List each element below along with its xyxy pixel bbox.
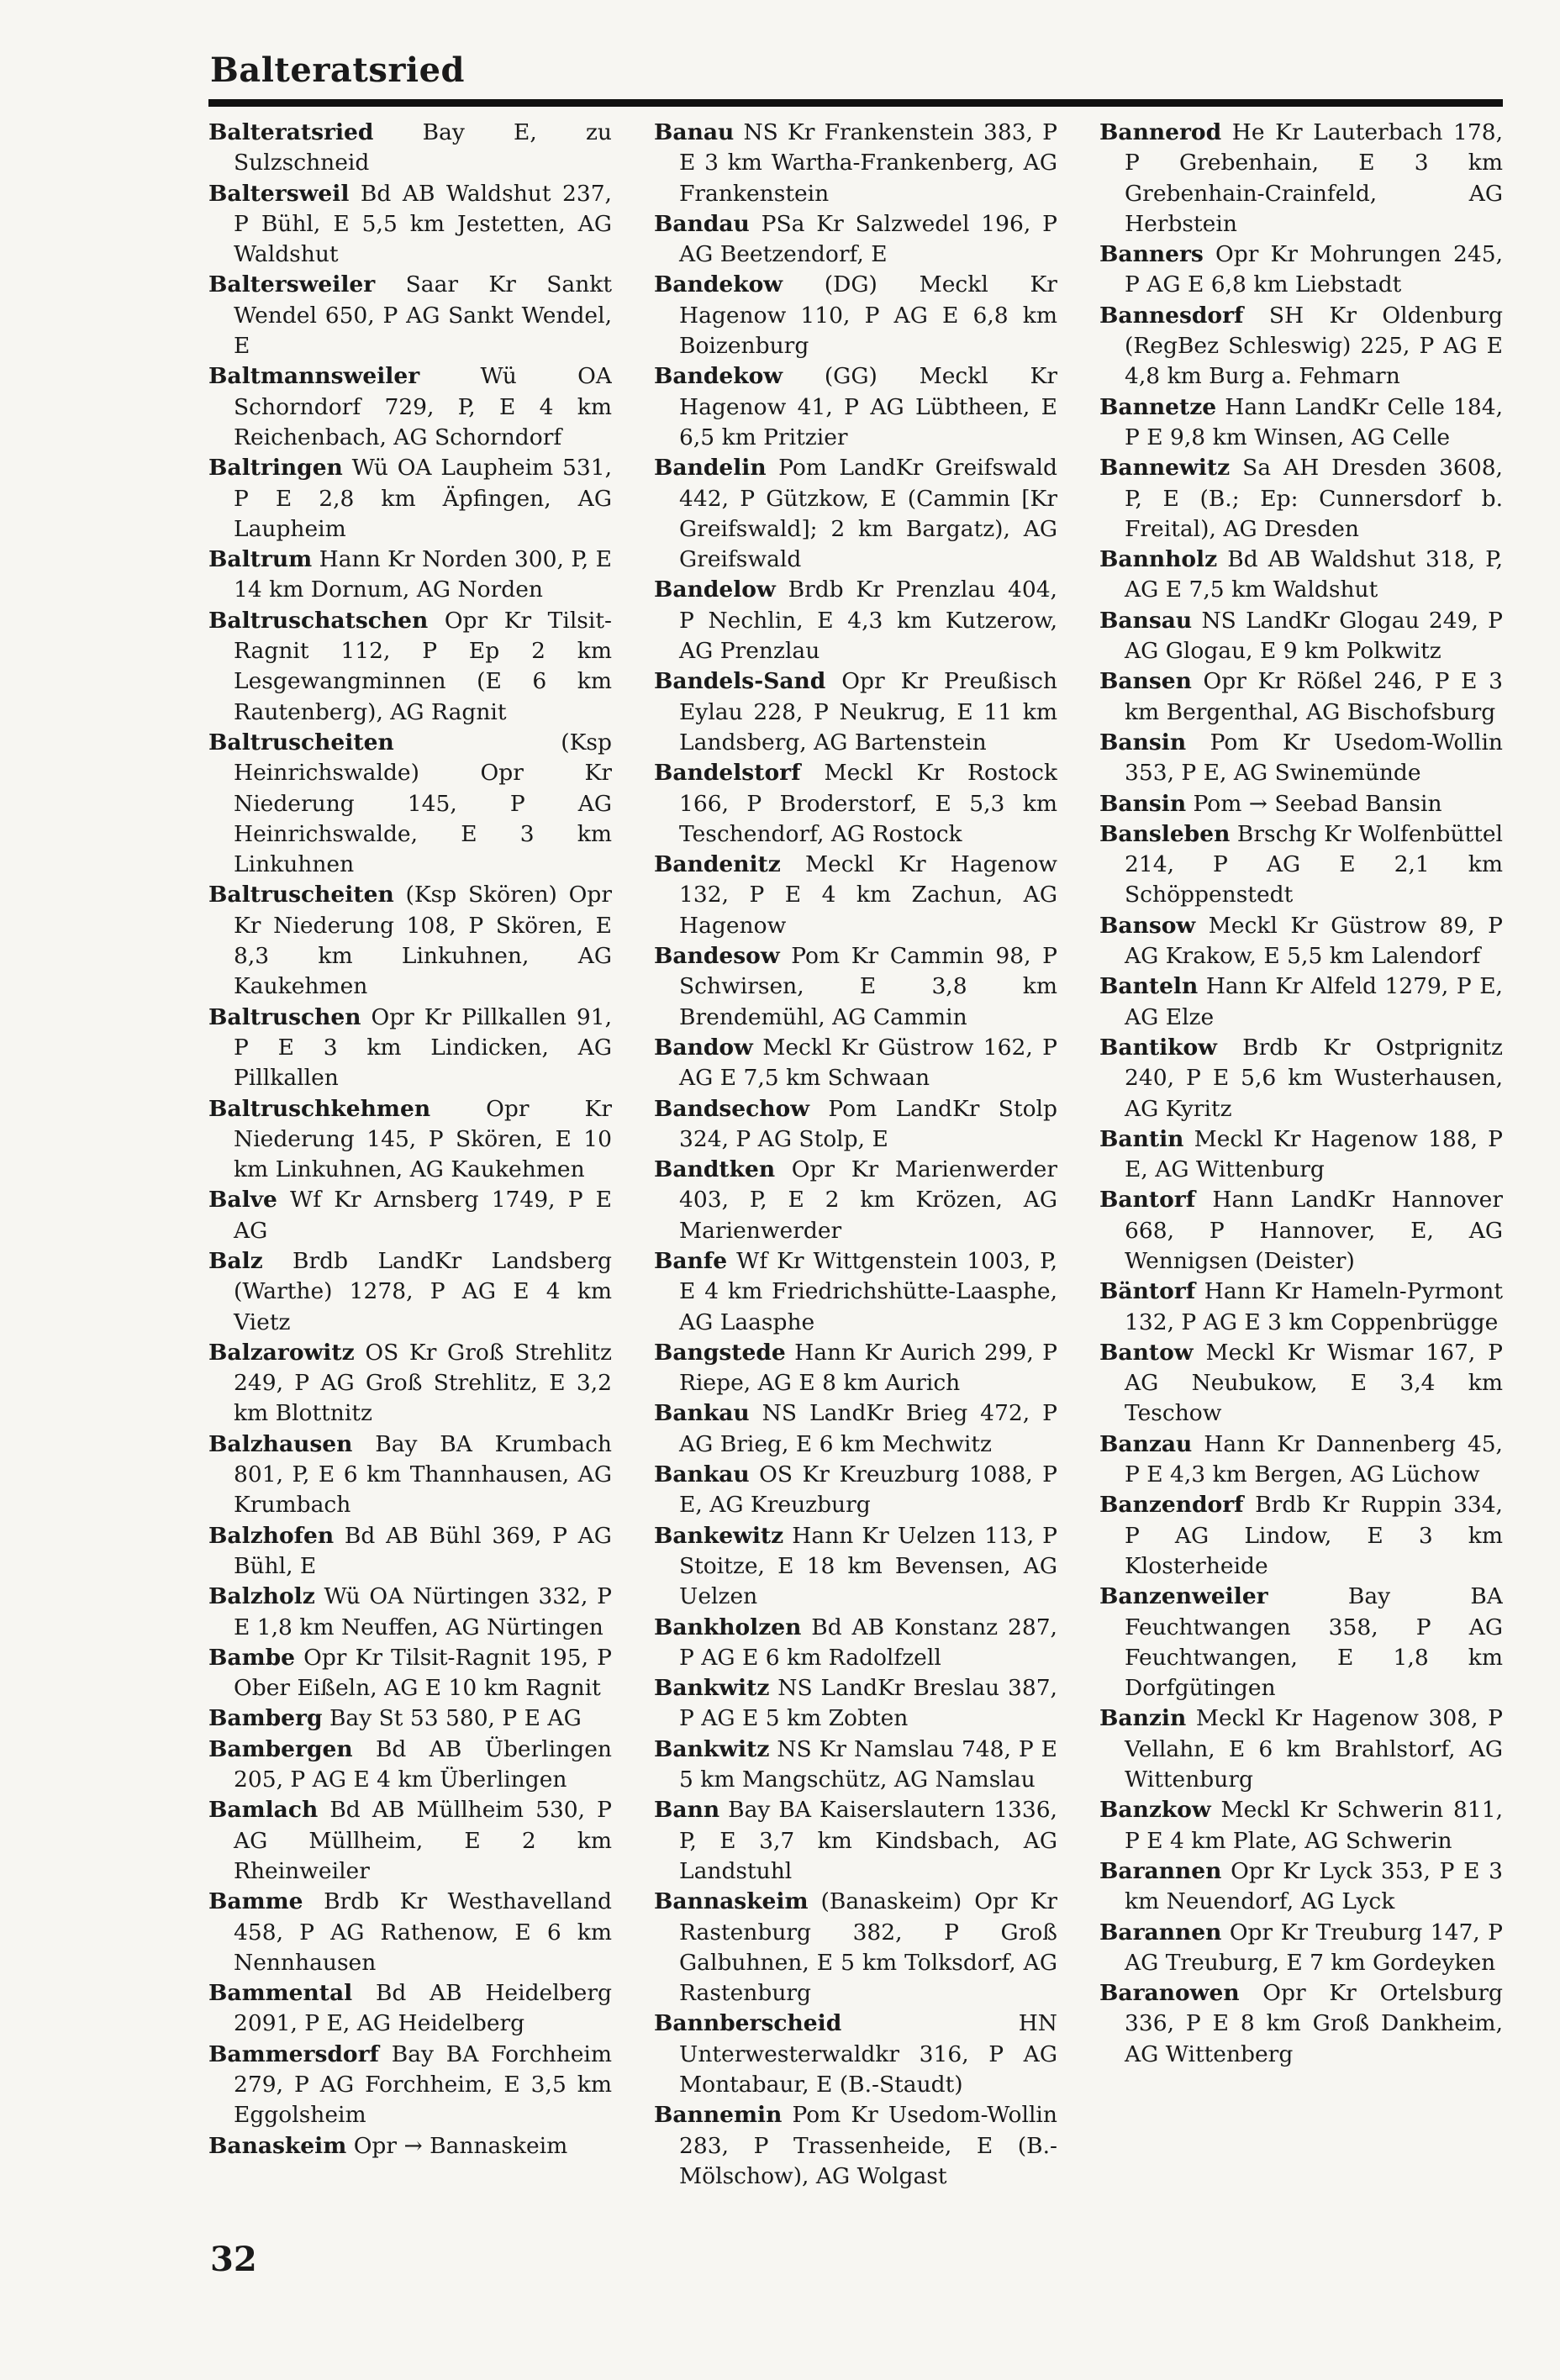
gazetteer-entry <box>654 1521 1057 1613</box>
column-1 <box>208 118 612 2235</box>
entry-text: Opr Kr Niederung 145, P Skören, E 10 km Linkuhnen, AG Kaukehmen <box>234 1095 612 1183</box>
gazetteer-entry <box>1099 1033 1503 1124</box>
entry-text: Bay BA Krumbach 801, P, E 6 km Thannhausen, AG Krumbach <box>234 1430 612 1519</box>
entry-text: Hann Kr Alfeld 1279, P E, AG Elze <box>1125 973 1503 1030</box>
entry-text: OS Kr Groß Strehlitz 249, P AG Groß Strehlitz, E 3,2 km Blottnitz <box>234 1339 612 1427</box>
entry-headword: Bandow <box>654 1034 753 1061</box>
entry-text: He Kr Lauterbach 178, P Grebenhain, E 3 km Grebenhain-Crainfeld, AG Herbstein <box>1125 119 1503 237</box>
entry-text: NS LandKr Glogau 249, P AG Glogau, E 9 km Polkwitz <box>1125 607 1503 665</box>
entry-headword: Bandsechow <box>654 1095 810 1122</box>
gazetteer-entry <box>208 179 612 271</box>
entry-headword: Bantorf <box>1099 1187 1196 1214</box>
entry-text: (Banaskeim) Opr Kr Rastenburg 382, P Groß Galbuhnen, E 5 km Tolksdorf, AG Rastenburg <box>679 1888 1057 2007</box>
entry-headword: Bansau <box>1099 607 1193 634</box>
gazetteer-entry <box>1099 1856 1503 1918</box>
entry-text: Brdb Kr Prenzlau 404, P Nechlin, E 4,3 km Kutzerow, AG Prenzlau <box>679 577 1057 665</box>
gazetteer-entry <box>654 2009 1057 2100</box>
entry-headword: Bammersdorf <box>208 2040 379 2067</box>
gazetteer-entry <box>1099 1277 1503 1338</box>
gazetteer-entry <box>654 941 1057 1033</box>
entry-headword: Banau <box>654 119 735 145</box>
entry-text: Opr Kr Treuburg 147, P AG Treuburg, E 7 km Gordeyken <box>1125 1919 1503 1976</box>
entry-text: NS Kr Frankenstein 383, P E 3 km Wartha-Frankenberg, AG Frankenstein <box>679 119 1057 207</box>
entry-headword: Bantin <box>1099 1125 1184 1152</box>
gazetteer-entry <box>1099 1703 1503 1795</box>
entry-headword: Bambergen <box>208 1735 353 1762</box>
entry-headword: Bandau <box>654 210 750 237</box>
entry-text: Meckl Kr Wismar 167, P AG Neubukow, E 3,4 km Teschow <box>1125 1339 1503 1427</box>
entry-headword: Bannaskeim <box>654 1888 809 1915</box>
gazetteer-entry <box>208 361 612 453</box>
gazetteer-entry <box>654 1033 1057 1094</box>
gazetteer-entry <box>208 270 612 361</box>
gazetteer-entry <box>1099 1918 1503 1979</box>
gazetteer-entry <box>1099 789 1503 819</box>
entry-text: Bay E, zu Sulzschneid <box>234 119 612 176</box>
gazetteer-entry <box>1099 1795 1503 1856</box>
entry-text: Wf Kr Wittgenstein 1003, P, E 4 km Friedrichshütte-Laasphe, AG Laasphe <box>679 1247 1057 1335</box>
entry-text: Opr Kr Tilsit-Ragnit 112, P Ep 2 km Lesgewangminnen (E 6 km Rautenberg), AG Ragnit <box>234 607 612 725</box>
entry-headword: Bandekow <box>654 363 783 390</box>
entry-headword: Bannewitz <box>1099 455 1231 482</box>
entry-headword: Bandenitz <box>654 851 781 878</box>
entry-headword: Bandtken <box>654 1156 776 1183</box>
entry-text: Wü OA Laupheim 531, P E 2,8 km Äpfingen, AG Laupheim <box>234 455 612 542</box>
entry-headword: Baltersweiler <box>208 271 376 298</box>
gazetteer-entry <box>208 118 612 179</box>
entry-headword: Bandelstorf <box>654 760 801 787</box>
gazetteer-entry <box>208 1521 612 1582</box>
entry-text: Pom LandKr Stolp 324, P AG Stolp, E <box>679 1095 1057 1152</box>
entry-text: Pom Kr Usedom-Wollin 353, P E, AG Swinemünde <box>1125 729 1503 787</box>
entry-headword: Bansow <box>1099 912 1196 939</box>
gazetteer-entry <box>1099 819 1503 911</box>
gazetteer-entry <box>1099 118 1503 240</box>
entry-text: Opr Kr Preußisch Eylau 228, P Neukrug, E 11 km Landsberg, AG Bartenstein <box>679 668 1057 756</box>
entry-headword: Bann <box>654 1797 720 1824</box>
entry-text: Bd AB Waldshut 237, P Bühl, E 5,5 km Jestetten, AG Waldshut <box>234 180 612 268</box>
entry-headword: Bankwitz <box>654 1735 770 1762</box>
entry-text: Opr Kr Mohrungen 245, P AG E 6,8 km Liebstadt <box>1125 241 1503 298</box>
entry-headword: Bamlach <box>208 1797 319 1824</box>
entry-text: Bd AB Heidelberg 2091, P E, AG Heidelberg <box>234 1980 612 2037</box>
gazetteer-entry <box>654 1613 1057 1674</box>
entry-headword: Bannesdorf <box>1099 302 1244 329</box>
gazetteer-entry <box>208 1735 612 1796</box>
gazetteer-entry <box>654 1398 1057 1460</box>
entry-text: PSa Kr Salzwedel 196, P AG Beetzendorf, E <box>679 210 1057 268</box>
entry-headword: Baltringen <box>208 455 343 482</box>
entry-text: Meckl Kr Hagenow 132, P E 4 km Zachun, AG Hagenow <box>679 851 1057 939</box>
gazetteer-columns <box>208 118 1503 2235</box>
entry-text: Brdb Kr Ruppin 334, P AG Lindow, E 3 km Klosterheide <box>1125 1492 1503 1579</box>
gazetteer-entry <box>1099 240 1503 301</box>
entry-headword: Balzholz <box>208 1583 315 1610</box>
entry-text: SH Kr Oldenburg (RegBez Schleswig) 225, P AG E 4,8 km Burg a. Fehmarn <box>1125 302 1503 390</box>
entry-headword: Bankewitz <box>654 1522 784 1549</box>
gazetteer-entry <box>208 1003 612 1094</box>
entry-headword: Bandels-Sand <box>654 668 826 695</box>
gazetteer-entry <box>654 1735 1057 1796</box>
entry-text: Brdb LandKr Landsberg (Warthe) 1278, P AG E 4 km Vietz <box>234 1247 612 1335</box>
entry-headword: Bamme <box>208 1888 303 1915</box>
entry-text: Opr Kr Tilsit-Ragnit 195, P Ober Eißeln, AG E 10 km Ragnit <box>234 1644 612 1702</box>
gazetteer-entry <box>654 1155 1057 1246</box>
entry-headword: Baltruscheiten <box>208 729 394 756</box>
entry-text: Meckl Kr Hagenow 308, P Vellahn, E 6 km Brahlstorf, AG Wittenburg <box>1125 1705 1503 1793</box>
entry-headword: Bannberscheid <box>654 2010 842 2037</box>
gazetteer-entry <box>1099 1124 1503 1186</box>
gazetteer-entry <box>1099 392 1503 454</box>
entry-headword: Balve <box>208 1187 277 1214</box>
gazetteer-entry <box>208 1246 612 1338</box>
entry-headword: Banzenweiler <box>1099 1583 1268 1610</box>
entry-text: Opr Kr Marienwerder 403, P, E 2 km Krözen, AG Marienwerder <box>679 1156 1057 1244</box>
entry-headword: Baltrum <box>208 546 313 573</box>
gazetteer-entry <box>208 453 612 545</box>
gazetteer-entry <box>654 209 1057 271</box>
entry-text: (GG) Meckl Kr Hagenow 41, P AG Lübtheen, E 6,5 km Pritzier <box>679 363 1057 450</box>
gazetteer-entry <box>654 361 1057 453</box>
entry-text: Pom → Seebad Bansin <box>1193 790 1442 817</box>
gazetteer-entry <box>1099 1490 1503 1582</box>
page-number: 32 <box>210 2240 257 2279</box>
entry-headword: Banzkow <box>1099 1797 1211 1824</box>
entry-headword: Banaskeim <box>208 2132 347 2159</box>
entry-text: Opr Kr Rößel 246, P E 3 km Bergenthal, AG Bischofsburg <box>1125 668 1503 725</box>
entry-text: Hann Kr Hameln-Pyrmont 132, P AG E 3 km Coppenbrügge <box>1125 1278 1503 1335</box>
gazetteer-entry <box>208 1795 612 1887</box>
entry-headword: Baranowen <box>1099 1980 1240 2007</box>
entry-headword: Bantow <box>1099 1339 1194 1366</box>
entry-text: Opr Kr Pillkallen 91, P E 3 km Lindicken, AG Pillkallen <box>234 1003 612 1092</box>
entry-text: Bd AB Überlingen 205, P AG E 4 km Überlingen <box>234 1735 612 1793</box>
gazetteer-entry <box>1099 728 1503 789</box>
header-rule <box>208 99 1503 107</box>
gazetteer-entry <box>654 270 1057 361</box>
entry-text: Pom Kr Cammin 98, P Schwirsen, E 3,8 km Brendemühl, AG Cammin <box>679 943 1057 1030</box>
entry-headword: Barannen <box>1099 1857 1222 1884</box>
gazetteer-entry <box>208 1430 612 1521</box>
entry-headword: Bäntorf <box>1099 1278 1196 1305</box>
gazetteer-entry <box>208 1887 612 1978</box>
entry-text: Meckl Kr Güstrow 162, P AG E 7,5 km Schwaan <box>679 1034 1057 1092</box>
gazetteer-entry <box>654 118 1057 209</box>
entry-text: Meckl Kr Güstrow 89, P AG Krakow, E 5,5 km Lalendorf <box>1125 912 1503 970</box>
entry-text: Bd AB Bühl 369, P AG Bühl, E <box>234 1522 612 1579</box>
entry-headword: Bantikow <box>1099 1034 1217 1061</box>
entry-text: Pom Kr Usedom-Wollin 283, P Trassenheide, E (B.-Mölschow), AG Wolgast <box>679 2102 1057 2189</box>
entry-text: Sa AH Dresden 3608, P, E (B.; Ep: Cunnersdorf b. Freital), AG Dresden <box>1125 455 1503 542</box>
entry-headword: Balzhofen <box>208 1522 335 1549</box>
entry-text: Hann LandKr Celle 184, P E 9,8 km Winsen, AG Celle <box>1125 393 1503 450</box>
gazetteer-entry <box>654 666 1057 758</box>
entry-headword: Bandelin <box>654 455 767 482</box>
gazetteer-entry <box>654 1460 1057 1521</box>
entry-text: Wü OA Schorndorf 729, P, E 4 km Reichenbach, AG Schorndorf <box>234 363 612 450</box>
entry-headword: Banzau <box>1099 1430 1193 1457</box>
gazetteer-entry <box>208 880 612 1002</box>
entry-text: Meckl Kr Schwerin 811, P E 4 km Plate, AG Schwerin <box>1125 1797 1503 1854</box>
entry-text: Opr Kr Lyck 353, P E 3 km Neuendorf, AG Lyck <box>1125 1857 1503 1915</box>
entry-text: Bay BA Feuchtwangen 358, P AG Feuchtwangen, E 1,8 km Dorfgütingen <box>1125 1583 1503 1702</box>
entry-text: Wü OA Nürtingen 332, P E 1,8 km Neuffen, AG Nürtingen <box>234 1583 612 1640</box>
gazetteer-entry <box>208 1185 612 1246</box>
entry-headword: Baltruschkehmen <box>208 1095 431 1122</box>
entry-headword: Barannen <box>1099 1919 1222 1946</box>
entry-headword: Balzarowitz <box>208 1339 355 1366</box>
gazetteer-entry <box>1099 971 1503 1033</box>
gazetteer-entry <box>208 1338 612 1430</box>
entry-headword: Bamberg <box>208 1705 323 1732</box>
gazetteer-entry <box>1099 1582 1503 1703</box>
entry-headword: Banners <box>1099 241 1204 268</box>
entry-text: Brschg Kr Wolfenbüttel 214, P AG E 2,1 km Schöppenstedt <box>1125 820 1503 908</box>
gazetteer-entry <box>208 1703 612 1734</box>
column-3 <box>1099 118 1503 2235</box>
entry-headword: Bankau <box>654 1461 750 1488</box>
gazetteer-entry <box>654 850 1057 941</box>
entry-text: Bay BA Kaiserslautern 1336, P, E 3,7 km Kindsbach, AG Landstuhl <box>679 1797 1057 1884</box>
gazetteer-entry <box>208 1094 612 1186</box>
entry-text: Saar Kr Sankt Wendel 650, P AG Sankt Wendel, E <box>234 271 612 360</box>
entry-headword: Balteratsried <box>208 119 374 145</box>
entry-headword: Banfe <box>654 1247 728 1274</box>
entry-text: Bay BA Forchheim 279, P AG Forchheim, E 3,5 km Eggolsheim <box>234 2040 612 2129</box>
gazetteer-entry <box>1099 453 1503 545</box>
entry-text: NS LandKr Brieg 472, P AG Brieg, E 6 km Mechwitz <box>679 1400 1057 1457</box>
entry-headword: Bannemin <box>654 2102 783 2129</box>
entry-headword: Bammental <box>208 1980 353 2007</box>
entry-text: NS Kr Namslau 748, P E 5 km Mangschütz, AG Namslau <box>679 1735 1057 1793</box>
entry-headword: Bankwitz <box>654 1675 770 1702</box>
gazetteer-entry <box>208 2040 612 2131</box>
entry-headword: Bansleben <box>1099 820 1231 847</box>
gazetteer-entry <box>1099 301 1503 392</box>
entry-headword: Banteln <box>1099 973 1199 1000</box>
entry-headword: Baltruscheiten <box>208 882 394 908</box>
gazetteer-entry <box>1099 545 1503 606</box>
gazetteer-entry <box>654 1094 1057 1156</box>
entry-headword: Balzhausen <box>208 1430 353 1457</box>
gazetteer-entry <box>654 758 1057 850</box>
entry-headword: Bankau <box>654 1400 750 1427</box>
entry-headword: Bansin <box>1099 729 1187 756</box>
gazetteer-entry <box>1099 666 1503 728</box>
entry-headword: Baltruschatschen <box>208 607 429 634</box>
entry-text: Hann Kr Norden 300, P, E 14 km Dornum, AG Norden <box>234 546 612 603</box>
entry-headword: Bandesow <box>654 943 780 970</box>
gazetteer-entry <box>654 2100 1057 2192</box>
entry-headword: Balterswеil <box>208 180 350 207</box>
entry-text: Opr Kr Ortelsburg 336, P E 8 km Groß Dankheim, AG Wittenberg <box>1125 1980 1503 2067</box>
entry-headword: Bannholz <box>1099 546 1218 573</box>
gazetteer-entry <box>208 1643 612 1704</box>
entry-text: Hann Kr Uelzen 113, P Stoitze, E 18 km Bevensen, AG Uelzen <box>679 1522 1057 1610</box>
gazetteer-entry <box>654 1673 1057 1735</box>
entry-text: Hann Kr Aurich 299, P Riepe, AG E 8 km Aurich <box>679 1339 1057 1397</box>
entry-text: Wf Kr Arnsberg 1749, P E AG <box>234 1187 612 1244</box>
entry-text: Meckl Kr Hagenow 188, P E, AG Wittenburg <box>1125 1125 1503 1183</box>
entry-text: Opr → Bannaskeim <box>353 2132 568 2159</box>
gazetteer-entry <box>208 545 612 606</box>
entry-headword: Baltruschen <box>208 1003 361 1030</box>
entry-text: Brdb Kr Ostprignitz 240, P E 5,6 km Wusterhausen, AG Kyritz <box>1125 1034 1503 1122</box>
entry-text: Bd AB Müllheim 530, P AG Müllheim, E 2 km Rheinweiler <box>234 1797 612 1884</box>
gazetteer-entry <box>1099 1978 1503 2070</box>
gazetteer-entry <box>1099 1185 1503 1277</box>
entry-text: Bd AB Konstanz 287, P AG E 6 km Radolfzell <box>679 1614 1057 1671</box>
gazetteer-entry <box>1099 911 1503 972</box>
gazetteer-entry <box>654 1338 1057 1399</box>
entry-text: HN Unterwesterwaldkr 316, P AG Montabaur, E (B.-Staudt) <box>679 2010 1057 2098</box>
entry-text: Hann Kr Dannenberg 45, P E 4,3 km Bergen, AG Lüchow <box>1125 1430 1503 1488</box>
gazetteer-entry <box>208 2131 612 2161</box>
entry-headword: Banzendorf <box>1099 1492 1244 1519</box>
gazetteer-entry <box>1099 1338 1503 1430</box>
entry-headword: Banzin <box>1099 1705 1187 1732</box>
gazetteer-entry <box>208 1582 612 1643</box>
running-head: Balteratsried <box>210 50 466 90</box>
entry-headword: Bangstede <box>654 1339 786 1366</box>
gazetteer-entry <box>654 1795 1057 1887</box>
entry-text: OS Kr Kreuzburg 1088, P E, AG Kreuzburg <box>679 1461 1057 1519</box>
entry-text: Bay St 53 580, P E AG <box>329 1705 582 1732</box>
gazetteer-entry <box>654 453 1057 575</box>
gazetteer-entry <box>208 606 612 728</box>
entry-headword: Balz <box>208 1247 263 1274</box>
entry-headword: Bankholzen <box>654 1614 802 1640</box>
entry-headword: Bannetze <box>1099 393 1217 420</box>
entry-text: (Ksp Skören) Opr Kr Niederung 108, P Skören, E 8,3 km Linkuhnen, AG Kaukehmen <box>234 882 612 1000</box>
gazetteer-entry <box>1099 606 1503 667</box>
gazetteer-entry <box>1099 1430 1503 1491</box>
gazetteer-entry <box>208 728 612 880</box>
gazetteer-entry <box>208 1978 612 2040</box>
gazetteer-entry <box>654 1246 1057 1338</box>
entry-headword: Bansen <box>1099 668 1192 695</box>
entry-headword: Bansin <box>1099 790 1187 817</box>
gazetteer-entry <box>654 1887 1057 2009</box>
entry-headword: Bandelow <box>654 577 776 603</box>
entry-text: Hann LandKr Hannover 668, P Hannover, E, AG Wennigsen (Deister) <box>1125 1187 1503 1274</box>
entry-headword: Baltmannsweiler <box>208 363 420 390</box>
entry-headword: Bannerod <box>1099 119 1222 145</box>
entry-headword: Bambe <box>208 1644 295 1671</box>
entry-text: Meckl Kr Rostock 166, P Broderstorf, E 5,3 km Teschendorf, AG Rostock <box>679 760 1057 847</box>
entry-text: (Ksp Heinrichswalde) Opr Kr Niederung 145, P AG Heinrichswalde, E 3 km Linkuhnen <box>234 729 612 878</box>
entry-text: (DG) Meckl Kr Hagenow 110, P AG E 6,8 km Boizenburg <box>679 271 1057 360</box>
gazetteer-entry <box>654 575 1057 666</box>
entry-text: Bd AB Waldshut 318, P, AG E 7,5 km Waldshut <box>1125 546 1503 603</box>
entry-text: NS LandKr Breslau 387, P AG E 5 km Zobten <box>679 1675 1057 1732</box>
entry-text: Brdb Kr Westhavelland 458, P AG Rathenow, E 6 km Nennhausen <box>234 1888 612 1976</box>
entry-text: Pom LandKr Greifswald 442, P Gützkow, E (Cammin [Kr Greifswald]; 2 km Bargatz), AG Greifswald <box>679 455 1057 573</box>
column-2 <box>654 118 1057 2235</box>
entry-headword: Bandekow <box>654 271 783 298</box>
